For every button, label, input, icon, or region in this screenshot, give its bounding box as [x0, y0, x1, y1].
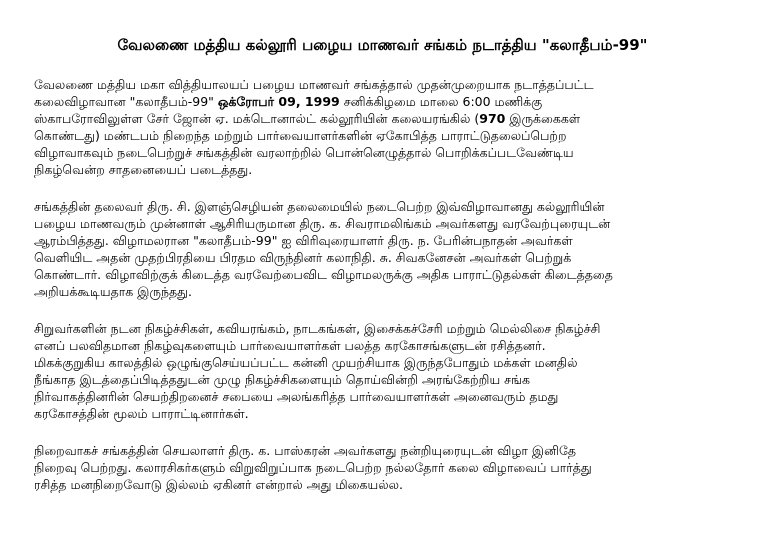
- paragraph-line: [34, 320, 731, 337]
- paragraph-line: [34, 459, 731, 476]
- line-text: கரகோசத்தின் மூலம் பாராட்டினார்கள்.: [34, 406, 249, 421]
- line-text: கொண்டது) மண்டபம் நிறைந்த மற்றும் பார்வையாளர்களின் ஏகோபித்த பாராட்டுதலைப்பெற்ற: [34, 128, 567, 143]
- line-text: சங்கத்தின் தலைவர் திரு. சி. இளஞ்செழியன் தலைமையில் நடைபெற்ற இவ்விழாவானது கல்லூரியின்: [34, 199, 605, 214]
- line-text: நிர்வாகத்தினரின் செயற்திறனைச் சபையை அலங்கரித்த பார்வையாளர்கள் அனைவரும் தமது: [34, 389, 559, 404]
- line-text: இருக்கைகள்: [505, 111, 581, 126]
- line-text: நிறைவு பெற்றது. கலாரசிகர்களும் விறுவிறுப்பாக நடைபெற்ற நல்லதோர் கலை விழாவைப் பார்த்து: [34, 460, 592, 475]
- paragraph-line: [34, 354, 731, 371]
- paragraph-line: [34, 144, 731, 161]
- line-text: பழைய மாணவரும் முன்னாள் ஆசிரியருமான திரு. க. சிவராமலிங்கம் அவர்களது வரவேற்புரையுடன்: [34, 216, 611, 231]
- paragraph-line: [34, 337, 731, 354]
- line-text: ஆரம்பித்தது. விழாமலரான "கலாதீபம்-99" ஐ விரிவுரையாளர் திரு. ந. பேரின்பநாதன் அவர்கள்: [34, 233, 573, 248]
- line-text: நீங்காத இடத்தைப்பிடித்ததுடன் முழு நிகழ்ச்சிகளையும் தொய்வின்றி அரங்கேற்றிய சங்க: [34, 372, 530, 387]
- paragraph-line: [34, 76, 731, 93]
- line-text: கலைவிழாவான "கலாதீபம்-99": [34, 94, 218, 109]
- paragraph-line: [34, 93, 731, 110]
- paragraph-line: [34, 405, 731, 422]
- paragraph-line: [34, 110, 731, 127]
- paragraph-line: [34, 232, 731, 249]
- line-text: வேலணை மத்திய மகா வித்தியாலயப் பழைய மாணவர் சங்கத்தால் முதன்முறையாக நடாத்தப்பட்ட: [34, 77, 594, 92]
- paragraph-line: [34, 198, 731, 215]
- line-text: வெளியிட அதன் முதற்பிரதியை பிரதம விருந்தினர் கலாநிதி. சு. சிவகனேசன் அவர்கள் பெற்றுக்: [34, 250, 572, 265]
- paragraph-line: [34, 161, 731, 178]
- event-date: ஒக்ரோபர் 09, 1999: [217, 94, 340, 109]
- paragraph-line: [34, 388, 731, 405]
- paragraph-2: [34, 198, 731, 300]
- line-text: சனிக்கிழமை மாலை 6:00 மணிக்கு: [339, 94, 543, 109]
- paragraph-3: [34, 320, 731, 422]
- paragraph-line: [34, 266, 731, 283]
- line-text: நிறைவாகச் சங்கத்தின் செயலாளர் திரு. க. பாஸ்கரன் அவர்களது நன்றியுரையுடன் விழா இனிதே: [34, 443, 577, 458]
- paragraph-4: [34, 442, 731, 493]
- line-text: கொண்டார். விழாவிற்குக் கிடைத்த வரவேற்பைவிட விழாமலருக்கு அதிக பாராட்டுதல்கள் கிடைத்ததை: [34, 267, 613, 282]
- seat-count: 970: [479, 111, 506, 126]
- paragraph-line: [34, 442, 731, 459]
- line-text: அறியக்கூடியதாக இருந்தது.: [34, 284, 192, 299]
- line-text: சிறுவர்களின் நடன நிகழ்ச்சிகள், கவியரங்கம், நாடகங்கள், இசைக்கச்சேரி மற்றும் மெல்லிசை நிகழ்ச்சி: [34, 321, 601, 336]
- line-text: மிகக்குறுகிய காலத்தில் ஒழுங்குசெய்யப்பட்ட கன்னி முயற்சியாக இருந்தபோதும் மக்கள் மனதில்: [34, 355, 578, 370]
- line-text: எனப் பலவிதமான நிகழ்வுகளையும் பார்வையாளர்கள் பலத்த கரகோசங்களுடன் ரசித்தனர்.: [34, 338, 546, 353]
- line-text: ஸ்காபரோவிலுள்ள சேர் ஜோன் ஏ. மக்டொனால்ட் கல்லூரியின் கலையரங்கில் (: [34, 111, 480, 126]
- line-text: நிகழ்வென்ற சாதனையைப் படைத்தது.: [34, 162, 253, 177]
- line-text: விழாவாகவும் நடைபெற்றுச் சங்கத்தின் வரலாற்றில் பொன்னெழுத்தால் பொறிக்கப்படவேண்டிய: [34, 145, 574, 160]
- paragraph-line: [34, 249, 731, 266]
- paragraph-1: [34, 76, 731, 178]
- paragraph-line: [34, 476, 731, 493]
- paragraph-line: [34, 371, 731, 388]
- paragraph-line: [34, 127, 731, 144]
- document-title: வேலணை மத்திய கல்லூரி பழைய மாணவர் சங்கம் நடாத்திய "கலாதீபம்-99": [117, 36, 648, 54]
- line-text: ரசித்த மனநிறைவோடு இல்லம் ஏகினர் என்றால் அது மிகையல்ல.: [34, 477, 403, 492]
- paragraph-line: [34, 283, 731, 300]
- paragraph-line: [34, 215, 731, 232]
